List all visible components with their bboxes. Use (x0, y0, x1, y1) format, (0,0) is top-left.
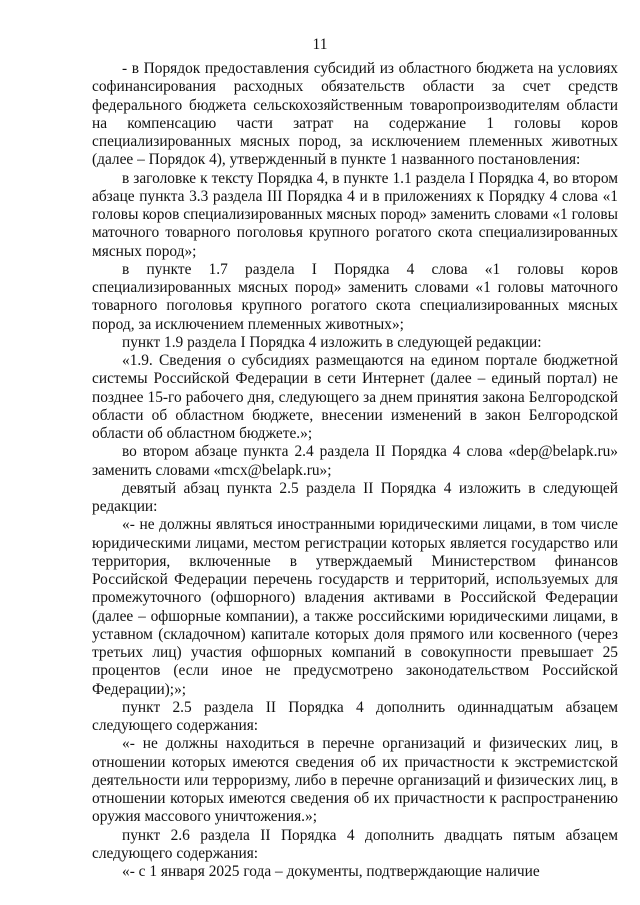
paragraph: «- не должны являться иностранными юридическими лицами, в том числе юридическими лицами, местом регистрации которых является государство или территория, включенные в утверждаемый Министерством финансов Российской Федерации перечень государств и территорий, используемых для промежуточного (офшорного) владения активами в Российской Федерации (далее – офшорные компании), а также российскими юридическими лицами, в уставном (складочном) капитале которых доля прямого или косвенного (через третьих лиц) участия офшорных компаний в совокупности превышает 25 процентов (если иное не предусмотрено законодательством Российской Федерации);»; (92, 516, 618, 698)
paragraph: девятый абзац пункта 2.5 раздела II Порядка 4 изложить в следующей редакции: (92, 479, 618, 515)
paragraph: пункт 1.9 раздела I Порядка 4 изложить в следующей редакции: (122, 333, 542, 351)
paragraph: пункт 2.6 раздела II Порядка 4 дополнить двадцать пятым абзацем следующего содержания: (92, 826, 618, 862)
paragraph: пункт 2.5 раздела II Порядка 4 дополнить одиннадцатым абзацем следующего содержания: (92, 698, 618, 734)
paragraph: в заголовке к тексту Порядка 4, в пункте 1.1 раздела I Порядка 4, во втором абзаце пункта 3.3 раздела III Порядка 4 и в приложениях к Порядку 4 слова «1 головы коров специализированных мясных пород» заменить словами «1 головы маточного товарного поголовья крупного рогатого скота специализированных мясных пород»; (92, 169, 618, 260)
paragraph: во втором абзаце пункта 2.4 раздела II Порядка 4 слова «dep@belapk.ru» заменить словами «mcx@belapk.ru»; (92, 443, 618, 479)
paragraph: «1.9. Сведения о субсидиях размещаются на едином портале бюджетной системы Российской Федерации в сети Интернет (далее – единый портал) не позднее 15-го рабочего дня, следующего за днем принятия закона Белгородской области об областном бюджете, внесении изменений в закон Белгородской области об областном бюджете.»; (92, 352, 618, 442)
paragraph: «- не должны находиться в перечне организаций и физических лиц, в отношении которых имеются сведения об их причастности к экстремистской деятельности или терроризму, либо в перечне организаций и физических лиц, в отношении которых имеются сведения об их причастности к распространению оружия массового уничтожения.»; (92, 735, 618, 826)
paragraph: в пункте 1.7 раздела I Порядка 4 слова «1 головы коров специализированных мясных пород» заменить словами «1 головы маточного товарного поголовья крупного рогатого скота специализированных мясных пород, за исключением племенных животных»; (92, 260, 618, 333)
paragraph: «- с 1 января 2025 года – документы, подтверждающие наличие (122, 863, 540, 880)
paragraph: - в Порядок предоставления субсидий из областного бюджета на условиях софинансирования расходных обязательств области за счет средств федерального бюджета сельскохозяйственным товаропроизводителям области на компенсацию части затрат на содержание 1 головы коров специализированных мясных пород, за исключением племенных животных (далее – Порядок 4), утвержденный в пункте 1 названного постановления: (92, 60, 618, 169)
document-body (92, 60, 618, 881)
page-number: 11 (312, 36, 328, 53)
